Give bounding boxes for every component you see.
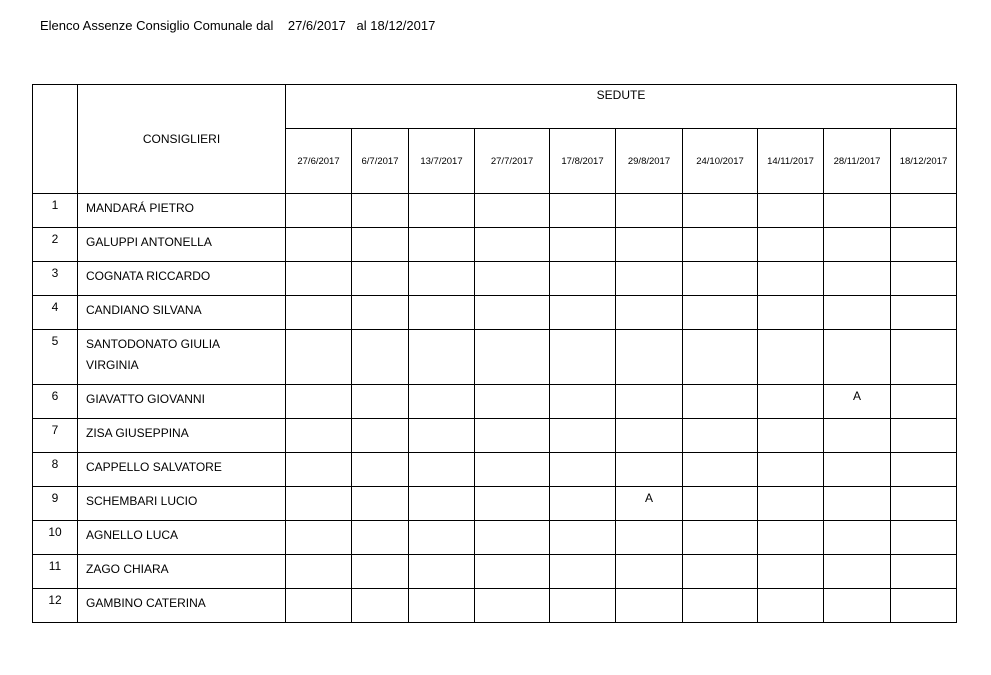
row-number: 6 (33, 385, 78, 419)
attendance-cell (475, 419, 550, 453)
row-number: 9 (33, 487, 78, 521)
attendance-cell (616, 194, 683, 228)
attendance-cell (758, 419, 824, 453)
councillor-name (78, 555, 286, 589)
attendance-cell (683, 330, 758, 385)
councillor-name (78, 487, 286, 521)
attendance-cell (550, 296, 616, 330)
councillor-name (78, 194, 286, 228)
councillor-name (78, 228, 286, 262)
attendance-cell (824, 228, 891, 262)
table-row (33, 262, 957, 296)
row-number: 2 (33, 228, 78, 262)
attendance-cell (550, 589, 616, 623)
attendance-cell (616, 453, 683, 487)
attendance-cell (683, 385, 758, 419)
number-header (33, 85, 78, 194)
attendance-cell (616, 521, 683, 555)
attendance-cell (683, 487, 758, 521)
table-row (33, 194, 957, 228)
attendance-cell (475, 487, 550, 521)
date-header: 18/12/2017 (891, 129, 957, 194)
attendance-cell (409, 262, 475, 296)
councillor-name-line: ZISA GIUSEPPINA (86, 426, 189, 440)
attendance-cell (824, 589, 891, 623)
attendance-cell (352, 385, 409, 419)
sedute-header: SEDUTE (286, 85, 957, 129)
attendance-cell (758, 385, 824, 419)
attendance-cell (409, 330, 475, 385)
attendance-cell (475, 194, 550, 228)
attendance-cell (758, 296, 824, 330)
attendance-cell (683, 296, 758, 330)
councillor-name-line: MANDARÁ PIETRO (86, 201, 195, 215)
attendance-cell (616, 555, 683, 589)
date-header: 14/11/2017 (758, 129, 824, 194)
attendance-cell (352, 194, 409, 228)
attendance-cell (409, 555, 475, 589)
date-header: 24/10/2017 (683, 129, 758, 194)
attendance-cell (616, 262, 683, 296)
councillor-name-line: GALUPPI ANTONELLA (86, 235, 212, 249)
attendance-cell (352, 555, 409, 589)
attendance-cell (758, 589, 824, 623)
attendance-cell (352, 521, 409, 555)
councillor-name-line: GAMBINO CATERINA (86, 596, 206, 610)
table-body (33, 194, 957, 623)
attendance-cell (824, 453, 891, 487)
row-number: 4 (33, 296, 78, 330)
attendance-cell (352, 487, 409, 521)
councillor-name-line: SCHEMBARI LUCIO (86, 494, 198, 508)
attendance-cell (824, 419, 891, 453)
attendance-cell (409, 419, 475, 453)
attendance-cell (683, 419, 758, 453)
attendance-cell (683, 589, 758, 623)
councillor-name-line: CAPPELLO SALVATORE (86, 460, 222, 474)
attendance-cell (352, 589, 409, 623)
attendance-cell (550, 228, 616, 262)
attendance-cell (475, 330, 550, 385)
attendance-cell (824, 194, 891, 228)
attendance-cell (286, 296, 352, 330)
row-number: 5 (33, 330, 78, 385)
attendance-cell (683, 194, 758, 228)
councillor-name (78, 330, 286, 385)
councillor-name (78, 453, 286, 487)
table-row (33, 228, 957, 262)
attendance-cell (891, 228, 957, 262)
attendance-cell (550, 419, 616, 453)
attendance-cell (409, 487, 475, 521)
attendance-cell (891, 589, 957, 623)
row-number: 10 (33, 521, 78, 555)
attendance-cell (409, 385, 475, 419)
attendance-cell (352, 330, 409, 385)
attendance-cell (286, 330, 352, 385)
attendance-cell (409, 296, 475, 330)
attendance-cell (475, 453, 550, 487)
attendance-cell (891, 555, 957, 589)
councillor-name-line: SANTODONATO GIULIA (86, 337, 221, 351)
table-row (33, 419, 957, 453)
attendance-cell (891, 296, 957, 330)
table-row (33, 453, 957, 487)
attendance-cell (475, 262, 550, 296)
attendance-cell (891, 453, 957, 487)
councillor-name (78, 419, 286, 453)
attendance-cell (352, 419, 409, 453)
councillor-name-line: AGNELLO LUCA (86, 528, 179, 542)
attendance-cell (409, 589, 475, 623)
attendance-cell (286, 385, 352, 419)
attendance-cell (758, 228, 824, 262)
row-number: 11 (33, 555, 78, 589)
attendance-cell (352, 228, 409, 262)
table-row (33, 555, 957, 589)
councillor-name (78, 589, 286, 623)
attendance-cell (286, 228, 352, 262)
absences-table (32, 84, 957, 623)
attendance-cell (891, 521, 957, 555)
attendance-cell (891, 262, 957, 296)
attendance-cell (683, 521, 758, 555)
attendance-cell (286, 555, 352, 589)
attendance-cell (683, 453, 758, 487)
attendance-cell (475, 521, 550, 555)
attendance-cell (286, 453, 352, 487)
attendance-cell (475, 385, 550, 419)
attendance-cell (824, 555, 891, 589)
councillor-name-line: GIAVATTO GIOVANNI (86, 392, 205, 406)
councillor-name (78, 521, 286, 555)
attendance-cell (824, 487, 891, 521)
attendance-cell (352, 453, 409, 487)
document-title: Elenco Assenze Consiglio Comunale dal 27/6/2017 al 18/12/2017 (40, 18, 436, 33)
consiglieri-header: CONSIGLIERI (78, 85, 286, 194)
attendance-cell (475, 228, 550, 262)
attendance-cell (286, 419, 352, 453)
attendance-cell (616, 385, 683, 419)
attendance-cell (824, 296, 891, 330)
attendance-cell (286, 194, 352, 228)
attendance-cell (891, 487, 957, 521)
row-number: 1 (33, 194, 78, 228)
attendance-cell (550, 262, 616, 296)
attendance-cell (409, 453, 475, 487)
date-header: 27/7/2017 (475, 129, 550, 194)
attendance-cell (616, 228, 683, 262)
attendance-cell (286, 589, 352, 623)
attendance-cell (550, 521, 616, 555)
attendance-cell: A (616, 487, 683, 521)
attendance-cell (352, 296, 409, 330)
attendance-cell (824, 521, 891, 555)
date-header: 13/7/2017 (409, 129, 475, 194)
table-row (33, 385, 957, 419)
attendance-cell (409, 194, 475, 228)
attendance-cell (616, 589, 683, 623)
attendance-cell (550, 487, 616, 521)
attendance-cell (891, 194, 957, 228)
row-number: 8 (33, 453, 78, 487)
row-number: 12 (33, 589, 78, 623)
councillor-name (78, 385, 286, 419)
attendance-cell (758, 262, 824, 296)
date-header: 6/7/2017 (352, 129, 409, 194)
attendance-cell: A (824, 385, 891, 419)
attendance-cell (616, 330, 683, 385)
table-row (33, 521, 957, 555)
attendance-cell (683, 555, 758, 589)
row-number: 7 (33, 419, 78, 453)
date-header: 28/11/2017 (824, 129, 891, 194)
attendance-cell (758, 194, 824, 228)
attendance-cell (683, 228, 758, 262)
attendance-cell (475, 555, 550, 589)
attendance-cell (286, 521, 352, 555)
table-row (33, 330, 957, 385)
attendance-cell (758, 453, 824, 487)
councillor-name (78, 296, 286, 330)
attendance-cell (616, 296, 683, 330)
attendance-cell (286, 487, 352, 521)
councillor-name-line: COGNATA RICCARDO (86, 269, 211, 283)
table-row (33, 589, 957, 623)
attendance-cell (475, 296, 550, 330)
attendance-cell (475, 589, 550, 623)
attendance-cell (758, 487, 824, 521)
attendance-cell (891, 385, 957, 419)
date-header: 27/6/2017 (286, 129, 352, 194)
attendance-cell (286, 262, 352, 296)
attendance-cell (891, 330, 957, 385)
attendance-cell (352, 262, 409, 296)
attendance-cell (409, 228, 475, 262)
attendance-cell (550, 194, 616, 228)
row-number: 3 (33, 262, 78, 296)
attendance-cell (758, 521, 824, 555)
attendance-cell (550, 555, 616, 589)
table-row (33, 296, 957, 330)
attendance-cell (409, 521, 475, 555)
attendance-cell (758, 555, 824, 589)
councillor-name-line: CANDIANO SILVANA (86, 303, 202, 317)
attendance-cell (550, 330, 616, 385)
councillor-name-line: VIRGINIA (86, 358, 139, 372)
attendance-cell (824, 330, 891, 385)
attendance-cell (758, 330, 824, 385)
table-row (33, 487, 957, 521)
councillor-name (78, 262, 286, 296)
attendance-cell (550, 453, 616, 487)
attendance-cell (616, 419, 683, 453)
attendance-cell (550, 385, 616, 419)
attendance-cell (683, 262, 758, 296)
attendance-cell (891, 419, 957, 453)
date-header: 29/8/2017 (616, 129, 683, 194)
councillor-name-line: ZAGO CHIARA (86, 562, 169, 576)
date-header: 17/8/2017 (550, 129, 616, 194)
attendance-cell (824, 262, 891, 296)
